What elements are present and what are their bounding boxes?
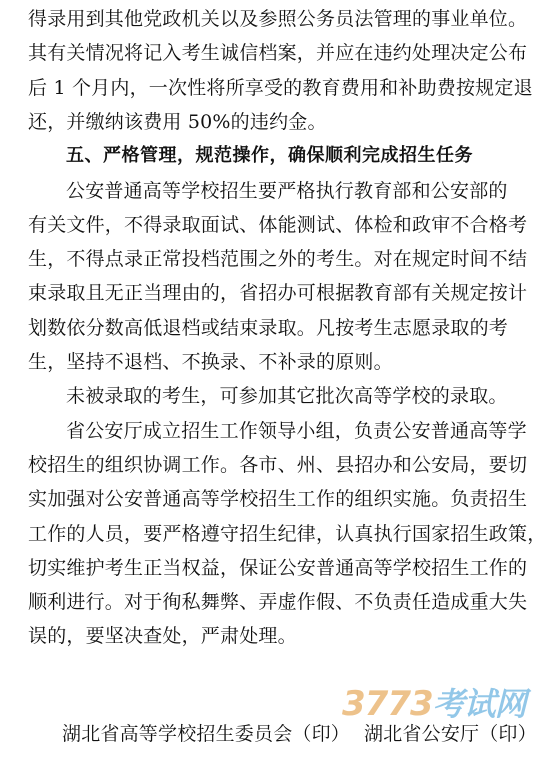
text-line: 省公安厅成立招生工作领导小组，负责公安普通高等学 (66, 419, 527, 442)
text-line: 还，并缴纳该费用 50%的违约金。 (28, 110, 327, 133)
section-heading: 五、严格管理，规范操作，确保顺利完成招生任务 (66, 145, 473, 167)
text-line: 工作的人员，要严格遵守招生纪律，认真执行国家招生政策， (28, 522, 546, 545)
text-line: 生，坚持不退档、不换录、不补录的原则。 (28, 351, 393, 373)
text-line: 顺利进行。对于徇私舞弊、弄虚作假、不负责任造成重大失 (28, 591, 528, 614)
text-line: 校招生的组织协调工作。各市、州、县招办和公安局，要切 (28, 453, 528, 476)
text-line: 得录用到其他党政机关以及参照公务员法管理的事业单位。 (28, 8, 528, 30)
text-line: 误的，要坚决查处，严肃处理。 (28, 625, 297, 648)
text-line: 有关文件，不得录取面试、体能测试、体检和政审不合格考 (28, 213, 528, 236)
watermark-text: 考试网 (432, 685, 526, 723)
text-line: 划数依分数高低退档或结束录取。凡按考生志愿录取的考 (28, 316, 509, 339)
text-line: 束录取且无正当理由的，省招办可根据教育部有关规定按计 (28, 282, 528, 305)
text-line: 未被录取的考生，可参加其它批次高等学校的录取。 (66, 385, 508, 408)
text-line: 实加强对公安普通高等学校招生工作的组织实施。负责招生 (28, 488, 528, 511)
signature-line (62, 720, 537, 748)
text-line: 后 1 个月内，一次性将所享受的教育费用和补助费按规定退 (28, 76, 533, 99)
text-line: 切实维护考生正当权益，保证公安普通高等学校招生工作的 (28, 556, 528, 579)
text-line: 公安普通高等学校招生要严格执行教育部和公安部的 (66, 179, 508, 202)
text-line: 生，不得点录正常投档范围之外的考生。对在规定时间不结 (28, 248, 528, 271)
signature-public-security-department: 湖北省公安厅（印） (364, 723, 537, 745)
text-line: 其有关情况将记入考生诚信档案，并应在违约处理决定公布 (28, 42, 528, 65)
signature-admissions-committee: 湖北省高等学校招生委员会（印） (62, 723, 351, 745)
watermark-number: 3773 (342, 684, 433, 724)
